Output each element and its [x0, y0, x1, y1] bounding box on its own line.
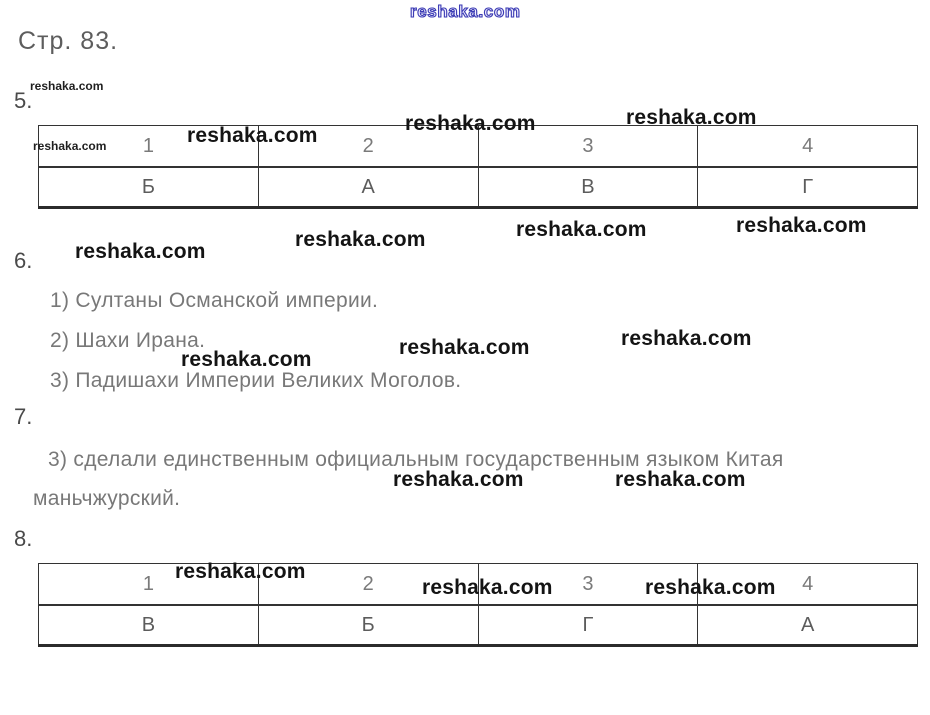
watermark: reshaka.com — [187, 124, 318, 147]
answer-line: 1) Султаны Османской империи. — [50, 289, 379, 312]
answer-line: маньчжурский. — [33, 487, 181, 510]
table-value-cell: В — [39, 605, 259, 646]
watermark: reshaka.com — [621, 327, 752, 350]
table-header-cell: 1 — [39, 564, 259, 606]
watermark: reshaka.com — [736, 214, 867, 237]
table-row — [39, 605, 918, 646]
table-value-cell: В — [478, 167, 698, 208]
watermark: reshaka.com — [405, 112, 536, 135]
watermark: reshaka.com — [516, 218, 647, 241]
section-number-5: 5. — [14, 88, 33, 113]
table-header-cell: 4 — [698, 564, 918, 606]
section-number-6: 6. — [14, 248, 33, 273]
answer-line: 2) Шахи Ирана. — [50, 329, 206, 352]
answer-line: 3) Падишахи Империи Великих Моголов. — [50, 369, 462, 392]
watermark-outlined: reshaka.com — [410, 2, 521, 21]
watermark: reshaka.com — [33, 139, 107, 153]
table-header-cell: 2 — [258, 564, 478, 606]
watermark: reshaka.com — [615, 468, 746, 491]
table-header-cell: 4 — [698, 126, 918, 168]
watermark: reshaka.com — [626, 106, 757, 129]
answer-line: 3) сделали единственным официальным государственным языком Китая — [48, 448, 784, 471]
table-header-cell: 2 — [258, 126, 478, 168]
table-row — [39, 167, 918, 208]
watermark: reshaka.com — [399, 336, 530, 359]
watermark: reshaka.com — [393, 468, 524, 491]
table-header-cell: 1 — [39, 126, 259, 168]
table-header-cell: 3 — [478, 564, 698, 606]
table-value-cell: Б — [39, 167, 259, 208]
table-value-cell: А — [698, 605, 918, 646]
watermark: reshaka.com — [30, 79, 104, 93]
watermark: reshaka.com — [75, 240, 206, 263]
table-value-cell: А — [258, 167, 478, 208]
watermark: reshaka.com — [295, 228, 426, 251]
section-number-7: 7. — [14, 404, 33, 429]
table-value-cell: Г — [478, 605, 698, 646]
watermark: reshaka.com — [175, 560, 306, 583]
answer-table-5 — [38, 125, 918, 209]
watermark: reshaka.com — [181, 348, 312, 371]
section-number-8: 8. — [14, 526, 33, 551]
page-title: Стр. 83. — [18, 27, 119, 55]
table-value-cell: Б — [258, 605, 478, 646]
watermark: reshaka.com — [422, 576, 553, 599]
table-header-cell: 3 — [478, 126, 698, 168]
watermark: reshaka.com — [645, 576, 776, 599]
table-value-cell: Г — [698, 167, 918, 208]
